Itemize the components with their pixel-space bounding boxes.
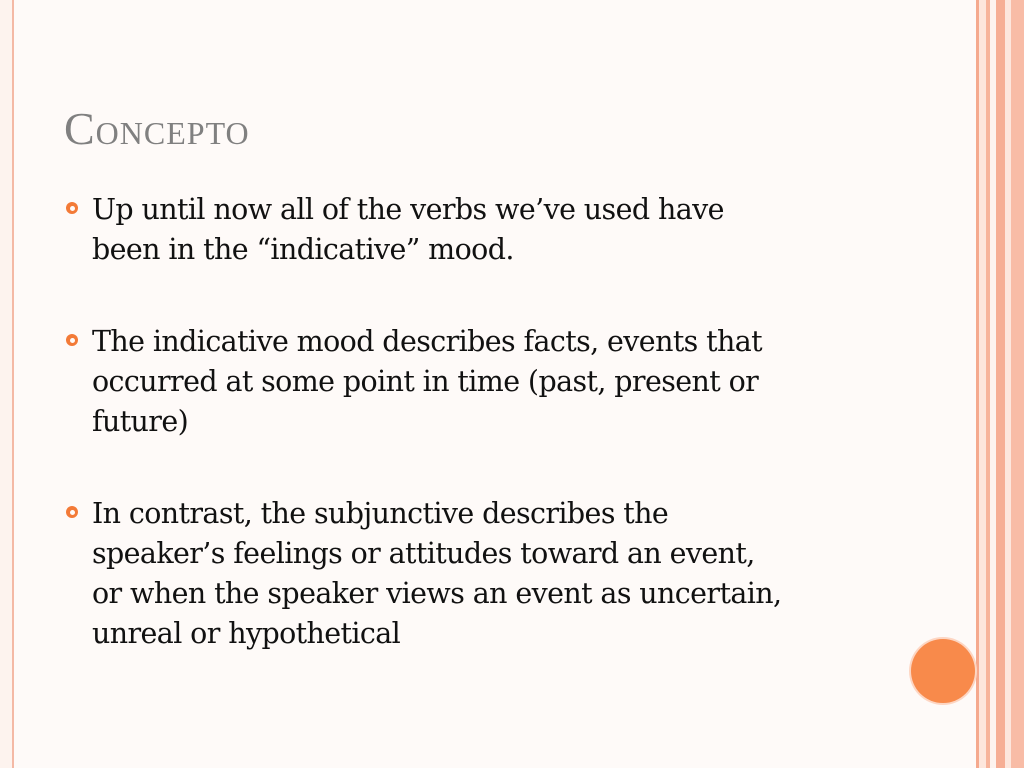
left-border-decoration bbox=[0, 0, 14, 768]
bullet-text: In contrast, the subjunctive describes the speaker’s feelings or attitudes toward an event, or when the speaker views an event as uncertain, unreal or hypothetical bbox=[92, 497, 782, 650]
decorative-circle bbox=[911, 639, 975, 703]
right-stripe bbox=[996, 0, 1005, 768]
bullet-text: Up until now all of the verbs we’ve used have been in the “indicative” mood. bbox=[92, 193, 724, 266]
bullet-ring-icon bbox=[66, 506, 78, 518]
bullet-ring-icon bbox=[66, 334, 78, 346]
bullet-item bbox=[62, 190, 882, 270]
slide-title: Concepto bbox=[64, 103, 250, 154]
right-stripe bbox=[1011, 0, 1024, 768]
bullet-list bbox=[62, 190, 882, 706]
bullet-item bbox=[62, 322, 882, 442]
right-stripe bbox=[979, 0, 986, 768]
bullet-text: The indicative mood describes facts, events that occurred at some point in time (past, present or future) bbox=[92, 325, 763, 438]
bullet-item bbox=[62, 494, 882, 654]
bullet-ring-icon bbox=[66, 202, 78, 214]
